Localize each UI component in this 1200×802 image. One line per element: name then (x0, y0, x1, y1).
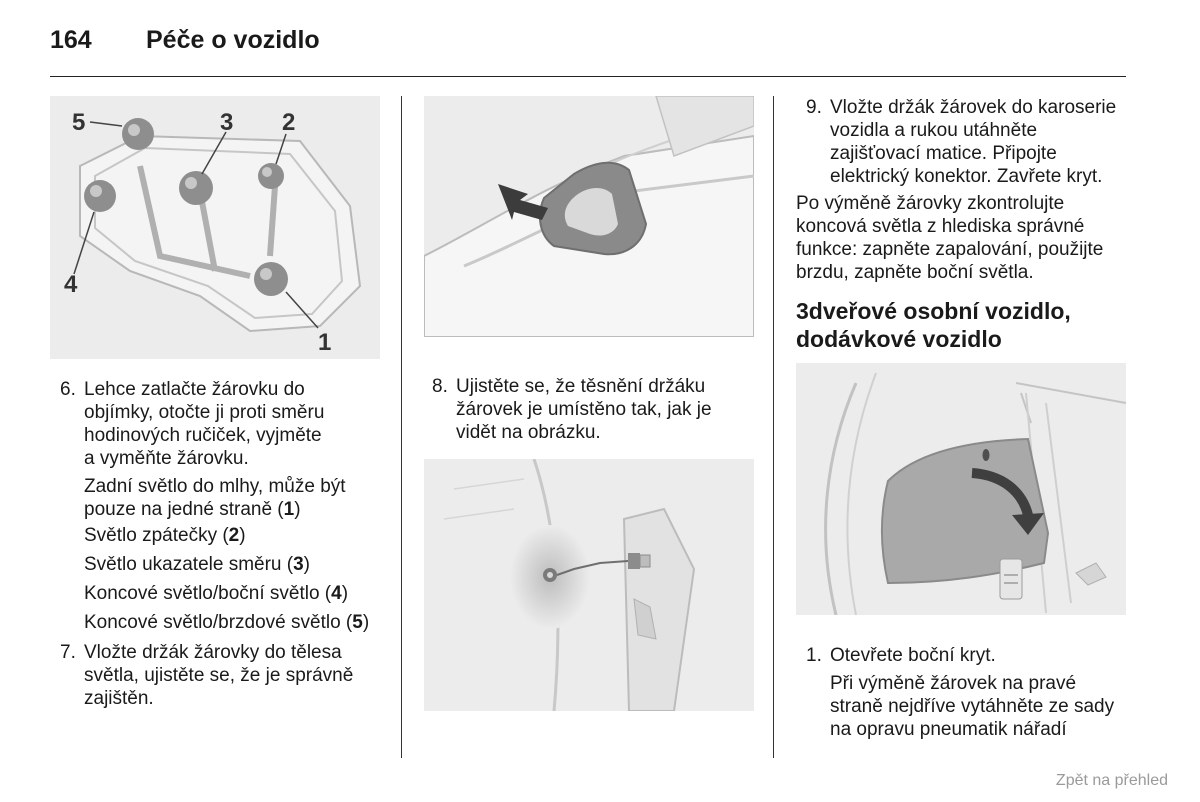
step-number: 1. (806, 645, 822, 666)
step-number: 7. (60, 642, 76, 663)
step-text-line: zajišťovací matice. Připojte (830, 143, 1057, 164)
bulb-item-label: Světlo ukazatele směru ( (84, 554, 294, 575)
step-text-line: vidět na obrázku. (456, 422, 601, 443)
bulb-holder-illustration (50, 96, 380, 359)
heading-line: dodávkové vozidlo (796, 326, 1002, 352)
callout-1: 1 (318, 329, 332, 356)
paragraph-line: brzdu, zapněte boční světla. (796, 262, 1034, 283)
page-title: Péče o vozidlo (146, 26, 320, 54)
step-text-line: žárovek je umístěno tak, jak je (456, 399, 712, 420)
check-lights-paragraph (796, 192, 1136, 284)
bulb-item-key: 4 (331, 583, 342, 604)
side-cover-illustration (796, 363, 1126, 615)
bulb-item-label: Světlo zpátečky ( (84, 525, 229, 546)
bulb-item-close: ) (303, 554, 310, 575)
step-9 (806, 96, 1136, 188)
page-number: 164 (50, 26, 92, 54)
paragraph-line: funkce: zapněte zapalování, použijte (796, 239, 1104, 260)
step-text-line: hodinových ručiček, vyjměte (84, 425, 322, 446)
bulb-item-tail-side-light (84, 582, 348, 605)
bulb-item-line: Zadní světlo do mlhy, může být (84, 476, 346, 497)
bulb-item-key: 3 (293, 554, 304, 575)
bulb-item-label: pouze na jedné straně ( (84, 499, 284, 520)
note-line: na opravu pneumatik nářadí (830, 719, 1067, 740)
step-text-line: Lehce zatlačte žárovku do (84, 379, 305, 400)
note-line: straně nejdříve vytáhněte ze sady (830, 696, 1115, 717)
bulb-item-reverse-light (84, 524, 246, 547)
step-text-line: zajištěn. (84, 688, 154, 709)
callout-2: 2 (282, 109, 296, 136)
step-text-line: Otevřete boční kryt. (830, 645, 996, 666)
step-text-line: světla, ujistěte se, že je správně (84, 665, 354, 686)
step-number: 6. (60, 379, 76, 400)
step-text-line: Vložte držák žárovky do tělesa (84, 642, 342, 663)
bulb-item-fog-light (84, 475, 346, 521)
bulb-item-label: Koncové světlo/boční světlo ( (84, 583, 332, 604)
step-text-line: Vložte držák žárovek do karoserie (830, 97, 1117, 118)
bulb-item-close: ) (239, 525, 246, 546)
paragraph-line: Po výměně žárovky zkontrolujte (796, 193, 1065, 214)
column-divider-left (401, 96, 402, 758)
right-side-note (830, 672, 1140, 741)
step-1 (806, 644, 1136, 667)
bulb-item-close: ) (341, 583, 349, 604)
bulb-item-key: 5 (352, 612, 363, 633)
callout-4: 4 (64, 271, 78, 298)
header-divider (50, 76, 1126, 77)
back-to-overview-link[interactable]: Zpět na přehled (1055, 772, 1168, 789)
bulb-item-close: ) (294, 499, 301, 520)
step-text-line: objímky, otočte ji proti směru (84, 402, 325, 423)
step-number: 8. (432, 376, 448, 397)
column-divider-right (773, 96, 774, 758)
bulb-item-turn-signal (84, 553, 310, 576)
paragraph-line: koncová světla z hlediska správné (796, 216, 1085, 237)
heading-line: 3dveřové osobní vozidlo, (796, 298, 1071, 324)
bulb-item-label: Koncové světlo/brzdové světlo ( (84, 612, 353, 633)
step-text-line: Ujistěte se, že těsnění držáku (456, 376, 706, 397)
step-7 (60, 641, 390, 710)
step-8 (432, 375, 762, 444)
section-heading (796, 297, 1136, 353)
bulb-item-close: ) (362, 612, 370, 633)
callout-3: 3 (220, 109, 234, 136)
bulb-item-key: 1 (283, 499, 295, 520)
step-text-line: a vyměňte žárovku. (84, 448, 249, 469)
bulb-holder-insert-illustration (424, 459, 754, 711)
bulb-item-tail-brake-light (84, 611, 369, 634)
lamp-seal-illustration (424, 96, 754, 337)
step-6 (60, 378, 390, 470)
step-number: 9. (806, 97, 822, 118)
step-text-line: vozidla a rukou utáhněte (830, 120, 1038, 141)
callout-5: 5 (72, 109, 86, 136)
bulb-item-key: 2 (228, 525, 240, 546)
step-text-line: elektrický konektor. Zavřete kryt. (830, 166, 1103, 187)
note-line: Při výměně žárovek na pravé (830, 673, 1077, 694)
